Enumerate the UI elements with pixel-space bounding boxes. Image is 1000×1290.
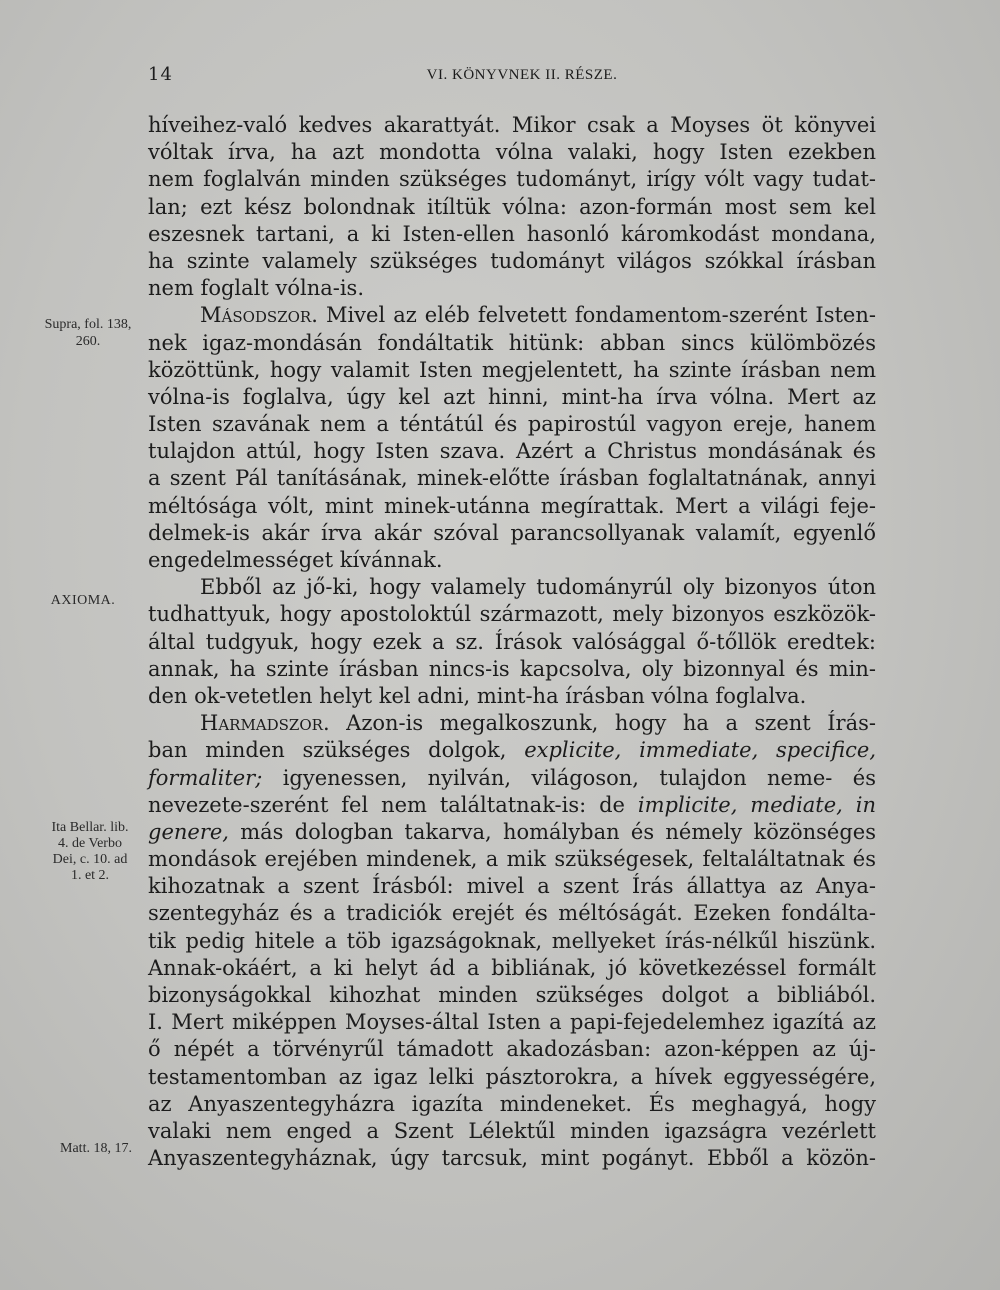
text-line (148, 819, 876, 846)
margin-note-line: 1. et 2. (70, 868, 110, 883)
text-span: más dologban takarva, homályban és némely közönséges (240, 819, 876, 844)
text-line: Isten szavának nem a téntátúl és papirostúl vagyon ereje, hanem (148, 412, 876, 437)
text-line: nem foglalt vólna-is. (148, 276, 364, 301)
text-span: nevezete-szerént fel nem találtatnak-is: de (148, 792, 625, 817)
text-line: eszesnek tartani, a ki Isten-ellen hasonló káromkodást mondana, (148, 221, 876, 246)
text-line: vóltak írva, ha azt mondotta vólna valaki, hogy Isten ezekben (148, 140, 876, 165)
text-line: nem foglalván minden szükséges tudományt, irígy vólt vagy tudat- (148, 167, 876, 192)
margin-note-matt: Matt. 18, 17. (60, 1141, 132, 1156)
text-line (148, 737, 876, 764)
text-line: vólna-is foglalva, úgy kel azt hinni, mint-ha írva vólna. Mert az (148, 384, 876, 409)
text-line: mondások erejében mindenek, a mik szükségesek, feltaláltatnak és (148, 847, 876, 872)
section-heading-masodszor: Másodszor. (200, 303, 318, 328)
latin-terms: implicite, mediate, in (637, 792, 876, 817)
latin-term: formaliter; (148, 765, 263, 790)
text-line: nek igaz-mondásán fondáltatik hitünk: abban sincs külömbözés (148, 330, 876, 355)
text-line: a szent Pál tanításának, minek-előtte írásban foglaltatnának, annyi (148, 466, 876, 491)
margin-note-axioma: AXIOMA. (50, 593, 116, 608)
text-line (148, 302, 876, 329)
text-line: méltósága vólt, mint minek-utánna megírattak. Mert a világi feje- (148, 493, 876, 518)
section-heading-harmadszor: Harmadszor. (200, 711, 330, 736)
text-line: szentegyház és a tradiciók erejét és méltóságát. Ezeken fondálta- (148, 901, 876, 926)
text-line: delmek-is akár írva akár szóval parancsollyanak valamít, egyenlő (148, 520, 876, 545)
text-line: testamentomban az igaz lelki pásztorokra, a hívek eggyességére, (148, 1064, 876, 1089)
latin-terms: explicite, immediate, specifice, (524, 738, 876, 763)
margin-note-ita (34, 820, 146, 884)
text-line: den ok-vetetlen helyt kel adni, mint-ha írásban vólna foglalva. (148, 683, 807, 708)
running-head: VI. KÖNYVNEK II. RÉSZE. (426, 67, 618, 83)
text-line: tik pedig hitele a töb igazságoknak, mellyeket írás-nélkűl hiszünk. (148, 928, 876, 953)
text-span: Mivel az eléb felvetett fondamentom-szerént Isten- (325, 303, 876, 328)
text-line (148, 710, 876, 737)
margin-note-line: 260. (75, 334, 101, 349)
text-span: igyenessen, nyilván, világoson, tulajdon neme- és (282, 765, 876, 790)
page-header (148, 64, 876, 88)
text-line: Ebből az jő-ki, hogy valamely tudományrúl oly bizonyos úton (200, 575, 876, 600)
latin-term: genere, (148, 819, 229, 844)
margin-note-line: Supra, fol. 138, (44, 317, 132, 332)
text-line: tudhattyuk, hogy apostoloktúl származott, mely bizonyos eszközök- (148, 602, 876, 627)
text-line: Anyaszentegyháznak, úgy tarcsuk, mint pogányt. Ebből a közön- (148, 1146, 876, 1171)
text-line: engedelmességet kívánnak. (148, 548, 443, 572)
text-line: tulajdon attúl, hogy Isten szava. Azért a Christus mondásának és (148, 439, 876, 464)
text-line: az Anyaszentegyházra igazíta mindeneket. És meghagyá, hogy (148, 1091, 876, 1116)
text-line: által tudgyuk, hogy ezek a sz. Írások valósággal ő-tőllök eredtek: (148, 629, 876, 654)
page-number: 14 (148, 64, 173, 85)
text-line: kihozatnak a szent Írásból: mivel a szent Írás állattya az Anya- (148, 874, 876, 899)
text-line: híveihez-való kedves akarattyát. Mikor csak a Moyses öt könyvei (148, 113, 876, 137)
text-line: I. Mert miképpen Moyses-által Isten a papi-fejedelemhez igazítá az (148, 1010, 876, 1035)
margin-note-line: 4. de Verbo (58, 836, 122, 851)
text-line: ő népét a törvényrűl támadott akadozásban: azon-képpen az új- (148, 1037, 876, 1062)
text-line: lan; ezt kész bolondnak itíltük vólna: azon-formán most sem kel (148, 194, 876, 219)
text-span: Azon-is megalkoszunk, hogy ha a szent Írás- (346, 711, 876, 736)
text-span: ban minden szükséges dolgok, (148, 738, 507, 763)
text-line (148, 765, 876, 792)
margin-note-line: Dei, c. 10. ad (52, 852, 128, 867)
body-text (148, 112, 876, 1172)
text-line (148, 792, 876, 819)
text-line: Annak-okáért, a ki helyt ád a bibliának, jó következéssel formált (148, 955, 876, 980)
margin-note-supra (36, 316, 140, 350)
text-line: bizonyságokkal kihozhat minden szükséges dolgot a bibliából. (148, 983, 876, 1007)
text-line: közöttünk, hogy valamit Isten megjelentett, ha szinte írásban nem (148, 357, 876, 382)
text-line: valaki nem enged a Szent Lélektűl minden igazságra vezérlett (148, 1118, 876, 1143)
text-line: annak, ha szinte írásban nincs-is kapcsolva, oly bizonnyal és min- (148, 656, 876, 681)
text-line: ha szinte valamely szükséges tudományt világos szókkal írásban (148, 248, 876, 273)
margin-note-line: Ita Bellar. lib. (51, 820, 129, 835)
